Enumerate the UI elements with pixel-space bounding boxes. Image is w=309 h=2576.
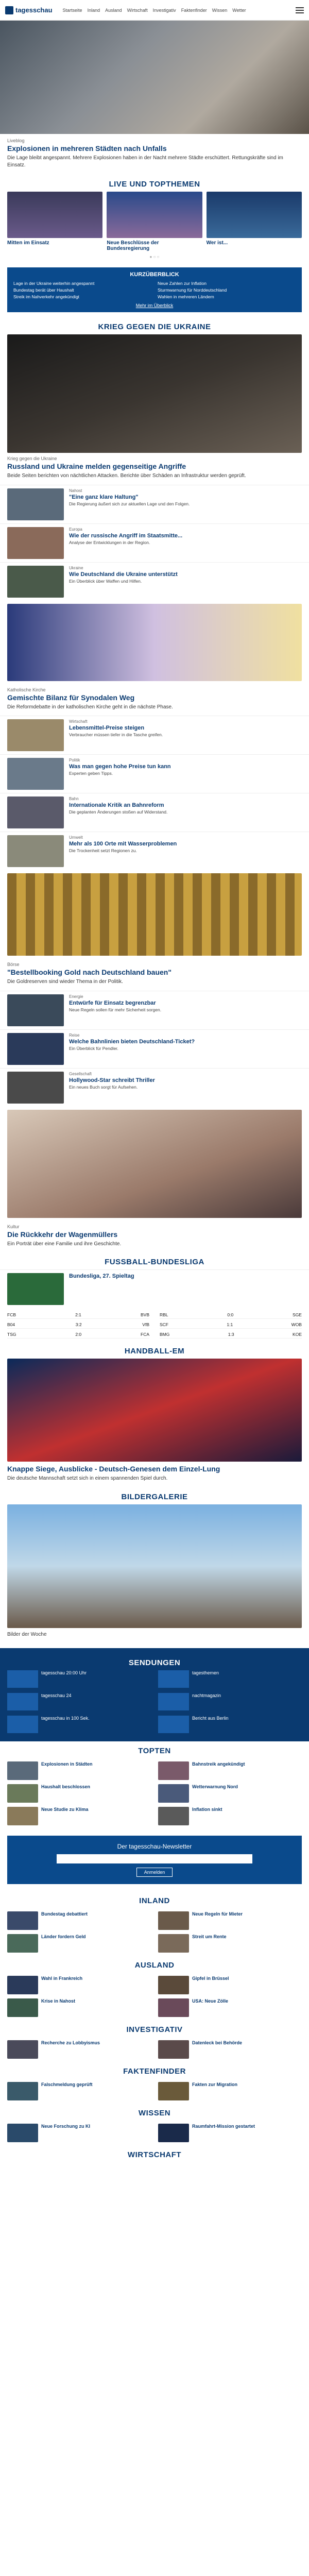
- item-kicker: Nahost: [69, 488, 82, 493]
- news-item[interactable]: [7, 2124, 151, 2142]
- fussball-section: [0, 1252, 309, 1342]
- item-teaser: Ein Überblick für Pendler.: [69, 1045, 118, 1051]
- summary-item[interactable]: Wahlen in mehreren Ländern: [158, 294, 214, 299]
- gallery-caption: Bilder der Woche: [7, 1631, 47, 1637]
- item-kicker: Energie: [69, 994, 83, 999]
- show-title: tagesthemen: [192, 1670, 219, 1675]
- summary-item[interactable]: Streik im Nahverkehr angekündigt: [13, 294, 80, 299]
- home-team: BMG: [160, 1332, 170, 1337]
- section-title: SENDUNGEN: [128, 1658, 181, 1667]
- item-teaser: Die geplanten Änderungen stoßen auf Widerstand.: [69, 809, 168, 815]
- score: 1:1: [227, 1322, 233, 1327]
- item-headline: Welche Bahnlinien bieten Deutschland-Ticket?: [69, 1038, 195, 1045]
- section-title: FAKTENFINDER: [123, 2067, 186, 2076]
- wirtschaft-section: [0, 2145, 309, 2162]
- news-item[interactable]: [158, 1911, 302, 1930]
- lead-headline[interactable]: Russland und Ukraine melden gegenseitige Angriffe: [7, 462, 186, 470]
- topten-item[interactable]: [7, 1784, 151, 1803]
- lead-image[interactable]: [7, 334, 302, 453]
- thumb-image: [7, 1807, 38, 1825]
- site-logo[interactable]: [5, 6, 53, 14]
- show-title: tagesschau 20:00 Uhr: [41, 1670, 87, 1675]
- thumb-image: [7, 1072, 64, 1104]
- summary-item[interactable]: Neue Zahlen zur Inflation: [158, 281, 207, 286]
- live-carousel: [0, 192, 309, 251]
- lead-kicker: Katholische Kirche: [7, 687, 46, 692]
- news-item[interactable]: [7, 1998, 151, 2017]
- topten-item[interactable]: [7, 1807, 151, 1825]
- lead-teaser: Beide Seiten berichten von nächtlichen Attacken. Berichte über Schäden an Infrastruktur werden geprüft.: [7, 473, 246, 479]
- thumb-image: [7, 1934, 38, 1953]
- nav-item[interactable]: Inland: [87, 7, 100, 13]
- item-teaser: Die Regierung äußert sich zur aktuellen Lage und den Folgen.: [69, 501, 190, 506]
- results-grid: [0, 1308, 309, 1342]
- thumb-image: [7, 1784, 38, 1803]
- item-headline: Wahl in Frankreich: [41, 1976, 83, 1981]
- summary-item[interactable]: Bundestag berät über Haushalt: [13, 287, 74, 293]
- thumb-image: [158, 2082, 189, 2100]
- faktenfinder-section: [0, 2062, 309, 2104]
- news-item[interactable]: [7, 1934, 151, 1953]
- news-item[interactable]: [158, 2082, 302, 2100]
- subscribe-button[interactable]: Anmelden: [136, 1868, 173, 1877]
- card-caption: Wer ist...: [206, 240, 228, 246]
- section-title: LIVE UND TOPTHEMEN: [109, 180, 200, 189]
- lead-kicker: Börse: [7, 962, 20, 967]
- item-kicker: Bahn: [69, 796, 79, 801]
- item-headline: Explosionen in Städten: [41, 1761, 93, 1767]
- ukraine-section: [0, 317, 309, 601]
- card-image: [107, 192, 202, 238]
- item-headline: "Eine ganz klare Haltung": [69, 494, 139, 500]
- show-thumb: [158, 1693, 189, 1710]
- thumb-image: [7, 2124, 38, 2142]
- nav-item[interactable]: Wetter: [232, 7, 246, 13]
- thumb-image: [158, 1911, 189, 1930]
- thumb-image: [7, 527, 64, 559]
- away-team: FCA: [141, 1332, 149, 1337]
- news-item[interactable]: [7, 1911, 151, 1930]
- home-team: RBL: [160, 1312, 168, 1317]
- item-headline: Lebensmittel-Preise steigen: [69, 725, 145, 731]
- list-item[interactable]: [0, 793, 309, 832]
- thumb-image: [158, 1784, 189, 1803]
- section-title: TOPTEN: [138, 1747, 171, 1755]
- result-row[interactable]: [160, 1321, 302, 1329]
- topten-item[interactable]: [158, 1807, 302, 1825]
- item-teaser: Ein neues Buch sorgt für Aufsehen.: [69, 1084, 138, 1090]
- list-item[interactable]: [0, 1029, 309, 1068]
- item-kicker: Politik: [69, 758, 80, 762]
- item-teaser: Experten geben Tipps.: [69, 771, 113, 776]
- summary-item[interactable]: Lage in der Ukraine weiterhin angespannt: [13, 281, 95, 286]
- thumb-image: [158, 1998, 189, 2017]
- live-card[interactable]: [207, 192, 302, 251]
- news-item[interactable]: [7, 1976, 151, 1994]
- score: 0:0: [227, 1312, 234, 1317]
- hero-kicker: Liveblog: [7, 138, 25, 143]
- thumb-image: [7, 796, 64, 828]
- thumb-image: [7, 1761, 38, 1780]
- news-item[interactable]: [158, 1934, 302, 1953]
- show-item[interactable]: [158, 1693, 302, 1710]
- home-team: B04: [7, 1322, 15, 1327]
- menu-icon[interactable]: [296, 7, 304, 13]
- thumb-image: [7, 2082, 38, 2100]
- score: 2:0: [75, 1332, 82, 1337]
- hero-teaser: Die Lage bleibt angespannt. Mehrere Explosionen haben in der Nacht mehrere Städte erschüttert. Rettungskräfte sind im Einsatz.: [7, 155, 283, 168]
- lead-headline[interactable]: Gemischte Bilanz für Synodalen Weg: [7, 693, 135, 702]
- thumb-image: [7, 994, 64, 1026]
- away-team: VfB: [142, 1322, 149, 1327]
- card-image: [7, 192, 102, 238]
- section-title: HANDBALL-EM: [124, 1347, 185, 1355]
- item-headline: Wie Deutschland die Ukraine unterstützt: [69, 571, 178, 578]
- card-caption: Neue Beschlüsse der Bundesregierung: [107, 240, 159, 251]
- item-kicker: Reise: [69, 1032, 80, 1038]
- section-title: WISSEN: [138, 2109, 171, 2117]
- thumb-image: [158, 1807, 189, 1825]
- item-headline: Neue Studie zu Klima: [41, 1807, 89, 1812]
- section-title: BILDERGALERIE: [121, 1492, 188, 1501]
- newsletter-title: Der tagesschau-Newsletter: [117, 1843, 192, 1850]
- away-team: KOE: [293, 1332, 302, 1337]
- item-kicker: Gesellschaft: [69, 1071, 92, 1076]
- news-item[interactable]: [158, 1976, 302, 1994]
- show-thumb: [7, 1693, 38, 1710]
- show-item[interactable]: [158, 1670, 302, 1688]
- hero-headline[interactable]: Explosionen in mehreren Städten nach Unfalls: [7, 144, 167, 152]
- result-row[interactable]: [160, 1331, 302, 1338]
- list-item[interactable]: [0, 1068, 309, 1107]
- gallery-section: [0, 1487, 309, 1643]
- item-headline: Wetterwarnung Nord: [192, 1784, 238, 1789]
- thumb-image: [7, 1976, 38, 1994]
- thumb-image: [7, 1911, 38, 1930]
- news-item[interactable]: [158, 1998, 302, 2017]
- section-title: KRIEG GEGEN DIE UKRAINE: [98, 323, 211, 331]
- page-footer: [0, 2162, 309, 2178]
- item-headline: Datenleck bei Behörde: [192, 2040, 243, 2045]
- item-headline: Inflation sinkt: [192, 1807, 222, 1812]
- hero: [0, 21, 309, 175]
- show-item[interactable]: [158, 1716, 302, 1733]
- lead-headline[interactable]: Knappe Siege, Ausblicke - Deutsch-Genesen dem Einzel-Lung: [7, 1465, 220, 1473]
- show-item[interactable]: [7, 1716, 151, 1733]
- lead-teaser: Die deutsche Mannschaft setzt sich in einem spannenden Spiel durch.: [7, 1476, 168, 1481]
- lead-headline[interactable]: Die Rückkehr der Wagenmüllers: [7, 1230, 118, 1239]
- show-title: tagesschau 24: [41, 1693, 72, 1698]
- item-headline: Neue Regeln für Mieter: [192, 1911, 243, 1917]
- topten-item[interactable]: [7, 1761, 151, 1780]
- sendungen-section: [0, 1648, 309, 1741]
- thumb-image: [7, 719, 64, 751]
- topten-item[interactable]: [158, 1761, 302, 1780]
- list-item[interactable]: [0, 832, 309, 870]
- item-headline: Haushalt beschlossen: [41, 1784, 91, 1789]
- hero-image[interactable]: [0, 21, 309, 134]
- away-team: WOB: [291, 1322, 302, 1327]
- item-teaser: Neue Regeln sollen für mehr Sicherheit sorgen.: [69, 1007, 162, 1012]
- item-headline: Falschmeldung geprüft: [41, 2082, 93, 2087]
- synodal-image[interactable]: [7, 604, 302, 681]
- nav-item[interactable]: Wissen: [212, 7, 228, 13]
- show-thumb: [158, 1670, 189, 1688]
- item-kicker: Umwelt: [69, 835, 83, 840]
- news-item[interactable]: [7, 2082, 151, 2100]
- live-card[interactable]: [7, 192, 102, 251]
- logo-mark: [5, 6, 13, 14]
- section-title: FUSSBALL-BUNDESLIGA: [105, 1258, 204, 1266]
- item-headline: Streit um Rente: [192, 1934, 227, 1939]
- show-title: Bericht aus Berlin: [192, 1716, 229, 1721]
- thumb-image: [158, 2124, 189, 2142]
- summary-list-right: [158, 281, 296, 301]
- show-item[interactable]: [7, 1670, 151, 1688]
- live-section: [0, 175, 309, 262]
- section-title: INLAND: [139, 1896, 170, 1905]
- nav-item[interactable]: Faktenfinder: [181, 7, 207, 13]
- email-field[interactable]: [57, 1854, 253, 1863]
- away-team: BVB: [140, 1312, 149, 1317]
- list-item[interactable]: [0, 485, 309, 523]
- topten-section: [0, 1741, 309, 1828]
- show-thumb: [7, 1716, 38, 1733]
- thumb-image: [158, 2040, 189, 2059]
- thumb-image: [7, 488, 64, 520]
- card-image: [207, 192, 302, 238]
- show-title: tagesschau in 100 Sek.: [41, 1716, 90, 1721]
- more-link[interactable]: Mehr im Überblick: [135, 303, 174, 308]
- show-thumb: [158, 1716, 189, 1733]
- box-title: KURZÜBERBLICK: [130, 272, 179, 278]
- portrait-image[interactable]: [7, 1110, 302, 1218]
- item-headline: Was man gegen hohe Preise tun kann: [69, 764, 171, 770]
- topten-item[interactable]: [158, 1784, 302, 1803]
- nav-item[interactable]: Startseite: [62, 7, 82, 13]
- item-headline: Wie der russische Angriff im Staatsmitte...: [69, 532, 183, 539]
- item-headline: Recherche zu Lobbyismus: [41, 2040, 100, 2045]
- boerse-section: [0, 873, 309, 1107]
- summary-item[interactable]: Sturmwarnung für Norddeutschland: [158, 287, 227, 293]
- thumb-image: [7, 1273, 64, 1305]
- gold-image[interactable]: [7, 873, 302, 956]
- home-team: SCF: [160, 1322, 168, 1327]
- lead-teaser: Die Reformdebatte in der katholischen Kirche geht in die nächste Phase.: [7, 704, 173, 710]
- list-item[interactable]: [0, 562, 309, 601]
- lead-kicker: Krieg gegen die Ukraine: [7, 456, 57, 461]
- item-headline: Hollywood-Star schreibt Thriller: [69, 1077, 155, 1083]
- item-headline: Neue Forschung zu KI: [41, 2124, 91, 2129]
- item-headline: Entwürfe für Einsatz begrenzbar: [69, 999, 156, 1006]
- list-item[interactable]: [0, 523, 309, 562]
- score: 1:3: [228, 1332, 234, 1337]
- inland-section: [0, 1891, 309, 1956]
- gallery-image[interactable]: [7, 1504, 302, 1628]
- live-card[interactable]: [107, 192, 202, 251]
- top-nav: [63, 8, 246, 13]
- lead-headline[interactable]: "Bestellbooking Gold nach Deutschland bauen": [7, 968, 171, 976]
- result-row[interactable]: [160, 1311, 302, 1319]
- item-headline: Raumfahrt-Mission gestartet: [192, 2124, 255, 2129]
- item-kicker: Wirtschaft: [69, 719, 88, 724]
- thumb-image: [7, 758, 64, 790]
- item-headline: Internationale Kritik an Bahnreform: [69, 802, 164, 808]
- item-headline: Bahnstreik angekündigt: [192, 1761, 245, 1767]
- thumb-image: [158, 1761, 189, 1780]
- thumb-image: [7, 1998, 38, 2017]
- item-headline: USA: Neue Zölle: [192, 1998, 229, 2004]
- thumb-image: [7, 2040, 38, 2059]
- home-team: TSG: [7, 1332, 16, 1337]
- item-teaser: Verbraucher müssen tiefer in die Tasche greifen.: [69, 732, 163, 737]
- thumb-image: [7, 1033, 64, 1065]
- item-headline: Mehr als 100 Orte mit Wasserproblemen: [69, 841, 177, 847]
- list-item[interactable]: [0, 754, 309, 793]
- thumb-image: [7, 835, 64, 867]
- item-headline: Bundesliga, 27. Spieltag: [69, 1273, 134, 1279]
- item-teaser: Ein Überblick über Waffen und Hilfen.: [69, 578, 142, 584]
- item-headline: Krise in Nahost: [41, 1998, 76, 2004]
- item-kicker: Europa: [69, 527, 82, 532]
- section-title: WIRTSCHAFT: [127, 2150, 182, 2159]
- wissen-section: [0, 2104, 309, 2145]
- list-item[interactable]: [0, 1269, 309, 1308]
- home-team: FCB: [7, 1312, 16, 1317]
- item-teaser: Analyse der Entwicklungen in der Region.: [69, 539, 150, 545]
- item-headline: Länder fordern Geld: [41, 1934, 86, 1939]
- section-title: INVESTIGATIV: [126, 2025, 183, 2034]
- summary-list-left: [13, 281, 151, 301]
- result-row[interactable]: [7, 1331, 149, 1338]
- item-headline: Fakten zur Migration: [192, 2082, 238, 2087]
- item-headline: Gipfel in Brüssel: [192, 1976, 229, 1981]
- brand-name: tagesschau: [15, 6, 53, 14]
- list-item[interactable]: [0, 716, 309, 754]
- top-bar: [0, 0, 309, 21]
- item-teaser: Die Trockenheit setzt Regionen zu.: [69, 848, 137, 853]
- synodal-section: [0, 604, 309, 871]
- show-title: nachtmagazin: [192, 1693, 221, 1698]
- kurzueberblick-box: [7, 267, 302, 312]
- score: 2:1: [75, 1312, 81, 1317]
- result-row[interactable]: [7, 1311, 149, 1319]
- item-headline: Bundestag debattiert: [41, 1911, 88, 1917]
- result-row[interactable]: [7, 1321, 149, 1329]
- card-caption: Mitten im Einsatz: [7, 240, 49, 246]
- list-item[interactable]: [0, 991, 309, 1029]
- section-title: AUSLAND: [134, 1961, 175, 1970]
- thumb-image: [158, 1934, 189, 1953]
- portrait-section: [0, 1110, 309, 1253]
- away-team: SGE: [293, 1312, 302, 1317]
- thumb-image: [158, 1976, 189, 1994]
- thumb-image: [7, 566, 64, 598]
- news-item[interactable]: [158, 2040, 302, 2059]
- investigativ-section: [0, 2020, 309, 2062]
- show-item[interactable]: [7, 1693, 151, 1710]
- lead-kicker: Kultur: [7, 1224, 20, 1229]
- carousel-dots[interactable]: ● ○ ○: [149, 255, 160, 259]
- nav-item[interactable]: Wirtschaft: [127, 7, 148, 13]
- score: 3:2: [75, 1322, 82, 1327]
- handball-section: [0, 1342, 309, 1487]
- nav-item[interactable]: Ausland: [105, 7, 122, 13]
- item-kicker: Ukraine: [69, 565, 83, 570]
- nav-item[interactable]: Investigativ: [152, 7, 176, 13]
- newsletter-box: [7, 1836, 302, 1884]
- show-thumb: [7, 1670, 38, 1688]
- lead-image[interactable]: [7, 1359, 302, 1462]
- news-item[interactable]: [7, 2040, 151, 2059]
- ausland-section: [0, 1956, 309, 2020]
- lead-teaser: Ein Porträt über eine Familie und ihre Geschichte.: [7, 1241, 122, 1247]
- news-item[interactable]: [158, 2124, 302, 2142]
- lead-teaser: Die Goldreserven sind wieder Thema in der Politik.: [7, 979, 123, 985]
